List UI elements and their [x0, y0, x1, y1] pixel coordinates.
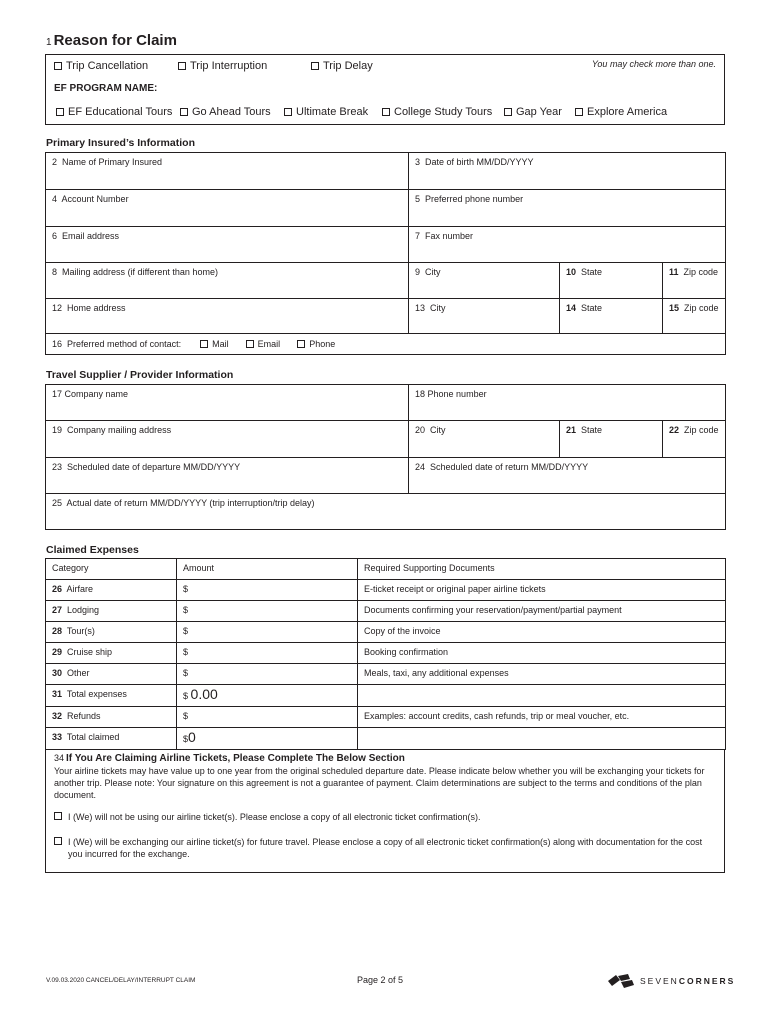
checkbox[interactable]	[311, 62, 319, 70]
column-header-documents: Required Supporting Documents	[358, 559, 726, 580]
primary-insured-heading: Primary Insured’s Information	[46, 137, 195, 149]
column-header-amount: Amount	[177, 559, 358, 580]
expense-doc: Meals, taxi, any additional expenses	[358, 664, 726, 685]
expense-doc	[358, 728, 726, 750]
claimed-expenses-table	[45, 558, 726, 750]
expense-category: 32 Refunds	[46, 707, 177, 728]
ef-program-label: EF PROGRAM NAME:	[54, 83, 158, 94]
travel-supplier-table	[45, 384, 726, 530]
field-fax-number[interactable]: 7 Fax number	[409, 227, 726, 263]
checkbox[interactable]	[382, 108, 390, 116]
expense-amount-total[interactable]: $ 0.00	[177, 685, 358, 707]
program-go-ahead-tours[interactable]: Go Ahead Tours	[180, 106, 271, 118]
expense-category: 31 Total expenses	[46, 685, 177, 707]
logo-text: SEVENCORNERS	[640, 976, 736, 986]
expense-category: 27 Lodging	[46, 601, 177, 622]
table-row	[46, 685, 726, 707]
field-preferred-phone[interactable]: 5 Preferred phone number	[409, 190, 726, 227]
expense-category: 30 Other	[46, 664, 177, 685]
expense-amount-total-claimed[interactable]: $0	[177, 728, 358, 750]
field-mailing-state[interactable]: 10 State	[560, 263, 663, 299]
expense-doc: Examples: account credits, cash refunds, trip or meal voucher, etc.	[358, 707, 726, 728]
reason-for-claim-box	[45, 54, 725, 125]
expense-category: 33 Total claimed	[46, 728, 177, 750]
expense-amount-cruise[interactable]: $	[177, 643, 358, 664]
expense-amount-refunds[interactable]: $	[177, 707, 358, 728]
field-company-zip[interactable]: 22 Zip code	[663, 421, 726, 458]
program-ultimate-break[interactable]: Ultimate Break	[284, 106, 368, 118]
contact-phone-option[interactable]: Phone	[297, 339, 335, 349]
expense-doc: Copy of the invoice	[358, 622, 726, 643]
field-account-number[interactable]: 4 Account Number	[46, 190, 409, 227]
field-preferred-contact-method: 16 Preferred method of contact: Mail Email Phone	[46, 334, 726, 355]
contact-mail-option[interactable]: Mail	[200, 339, 229, 349]
reason-trip-delay[interactable]: Trip Delay	[311, 60, 373, 72]
field-mailing-zip[interactable]: 11 Zip code	[663, 263, 726, 299]
field-company-state[interactable]: 21 State	[560, 421, 663, 458]
field-mailing-address[interactable]: 8 Mailing address (if different than home)	[46, 263, 409, 299]
checkbox[interactable]	[504, 108, 512, 116]
field-date-of-birth[interactable]: 3 Date of birth MM/DD/YYYY	[409, 153, 726, 190]
page-number: Page 2 of 5	[357, 975, 404, 985]
airline-option-exchanging[interactable]: I (We) will be exchanging our airline ticket(s) for future travel. Please enclose a copy of all electronic ticket confirmation(s) along with documentation for the cost you incurred for the exchange.	[54, 836, 716, 860]
checkbox[interactable]	[200, 340, 208, 348]
field-scheduled-departure[interactable]: 23 Scheduled date of departure MM/DD/YYYY	[46, 458, 409, 494]
expense-category: 28 Tour(s)	[46, 622, 177, 643]
seven-corners-logo	[606, 972, 735, 990]
checkbox[interactable]	[178, 62, 186, 70]
checkbox[interactable]	[54, 812, 62, 820]
field-scheduled-return[interactable]: 24 Scheduled date of return MM/DD/YYYY	[409, 458, 726, 494]
checkbox[interactable]	[575, 108, 583, 116]
reason-trip-cancellation[interactable]: Trip Cancellation	[54, 60, 148, 72]
expense-amount-tours[interactable]: $	[177, 622, 358, 643]
checkbox[interactable]	[180, 108, 188, 116]
field-company-city[interactable]: 20 City	[409, 421, 560, 458]
reason-trip-interruption[interactable]: Trip Interruption	[178, 60, 267, 72]
table-row	[46, 728, 726, 750]
table-row	[46, 601, 726, 622]
field-actual-return[interactable]: 25 Actual date of return MM/DD/YYYY (trip interruption/trip delay)	[46, 494, 726, 530]
field-home-address[interactable]: 12 Home address	[46, 299, 409, 334]
checkbox[interactable]	[284, 108, 292, 116]
expense-doc	[358, 685, 726, 707]
program-college-study-tours[interactable]: College Study Tours	[382, 106, 492, 118]
table-row	[46, 622, 726, 643]
column-header-category: Category	[46, 559, 177, 580]
reason-for-claim-title: 1 Reason for Claim	[46, 32, 177, 49]
program-explore-america[interactable]: Explore America	[575, 106, 667, 118]
travel-supplier-heading: Travel Supplier / Provider Information	[46, 369, 234, 381]
table-row	[46, 643, 726, 664]
field-home-state[interactable]: 14 State	[560, 299, 663, 334]
checkbox[interactable]	[54, 62, 62, 70]
airline-tickets-section	[45, 749, 725, 873]
contact-email-option[interactable]: Email	[246, 339, 281, 349]
seven-corners-logo-icon	[606, 972, 636, 990]
expense-category: 26 Airfare	[46, 580, 177, 601]
checkbox[interactable]	[297, 340, 305, 348]
table-row	[46, 707, 726, 728]
expense-doc: Documents confirming your reservation/payment/partial payment	[358, 601, 726, 622]
program-gap-year[interactable]: Gap Year	[504, 106, 562, 118]
checkbox[interactable]	[56, 108, 64, 116]
expense-amount-other[interactable]: $	[177, 664, 358, 685]
field-company-phone[interactable]: 18 Phone number	[409, 385, 726, 421]
table-row	[46, 580, 726, 601]
program-ef-educational-tours[interactable]: EF Educational Tours	[56, 106, 172, 118]
checkbox[interactable]	[246, 340, 254, 348]
airline-section-paragraph: Your airline tickets may have value up to one year from the original scheduled departure date. Please indicate below whether you will be exchanging your tickets for another trip. Please note: Your signature on this agreement is not a guarantee of payment. Claim determinations are subject to the terms and conditions of the plan document.	[54, 766, 705, 800]
airline-option-not-using[interactable]: I (We) will not be using our airline ticket(s). Please enclose a copy of all electronic ticket confirmation(s).	[54, 811, 716, 823]
field-company-mailing-address[interactable]: 19 Company mailing address	[46, 421, 409, 458]
expense-amount-lodging[interactable]: $	[177, 601, 358, 622]
field-company-name[interactable]: 17 Company name	[46, 385, 409, 421]
expense-doc: Booking confirmation	[358, 643, 726, 664]
airline-section-heading: 34 If You Are Claiming Airline Tickets, Please Complete The Below Section	[54, 753, 405, 764]
field-email-address[interactable]: 6 Email address	[46, 227, 409, 263]
claimed-expenses-heading: Claimed Expenses	[46, 544, 139, 556]
expenses-header-row	[46, 559, 726, 580]
expense-amount-airfare[interactable]: $	[177, 580, 358, 601]
field-home-city[interactable]: 13 City	[409, 299, 560, 334]
expense-category: 29 Cruise ship	[46, 643, 177, 664]
table-row	[46, 664, 726, 685]
field-mailing-city[interactable]: 9 City	[409, 263, 560, 299]
check-more-note: You may check more than one.	[591, 59, 716, 69]
field-home-zip[interactable]: 15 Zip code	[663, 299, 726, 334]
field-name-primary-insured[interactable]: 2 Name of Primary Insured	[46, 153, 409, 190]
form-version: V.09.03.2020 CANCEL/DELAY/INTERRUPT CLAIM	[46, 977, 196, 984]
primary-insured-table	[45, 152, 726, 355]
checkbox[interactable]	[54, 837, 62, 845]
expense-doc: E-ticket receipt or original paper airline tickets	[358, 580, 726, 601]
